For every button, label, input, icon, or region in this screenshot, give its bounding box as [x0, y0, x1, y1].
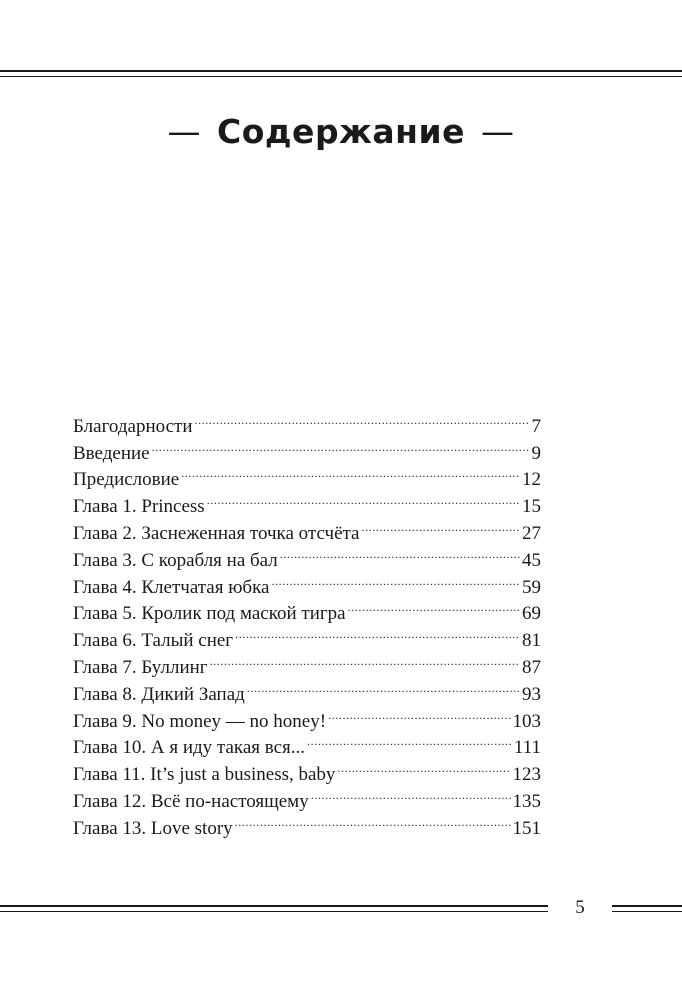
- toc-dot-leader: [307, 727, 512, 754]
- toc-entry-page: 27: [522, 522, 541, 544]
- toc-entry-title: Глава 4. Клетчатая юбка: [73, 576, 270, 598]
- toc-entry-title: Благодарности: [73, 415, 193, 437]
- page-title: [0, 112, 682, 151]
- toc-entry-page: 135: [512, 790, 541, 812]
- footer-rule-right-thin: [612, 911, 682, 912]
- toc-entry-page: 9: [531, 442, 541, 464]
- page-number: 5: [575, 897, 585, 918]
- toc-entry-title: Глава 5. Кролик под маской тигра: [73, 603, 346, 625]
- toc-dot-leader: [271, 566, 520, 593]
- toc-entry-page: 7: [531, 415, 541, 437]
- toc-entry-page: 111: [513, 737, 541, 759]
- toc-dot-leader: [235, 807, 511, 834]
- toc-dot-leader: [247, 673, 520, 700]
- table-of-contents: [73, 405, 541, 839]
- toc-entry-page: 123: [512, 764, 541, 786]
- footer-rule-right-thick: [612, 905, 682, 907]
- toc-entry-title: Введение: [73, 442, 150, 464]
- toc-entry-page: 45: [522, 549, 541, 571]
- toc-entry-page: 87: [522, 656, 541, 678]
- toc-entry-title: Глава 6. Талый снег: [73, 630, 234, 652]
- toc-dot-leader: [348, 593, 520, 620]
- toc-entry-title: Глава 11. It’s just a business, baby: [73, 764, 336, 786]
- toc-entry-title: Глава 12. Всё по-настоящему: [73, 790, 309, 812]
- toc-dot-leader: [280, 539, 520, 566]
- toc-entry-title: Глава 10. А я иду такая вся...: [73, 737, 306, 759]
- header-rule-thick: [0, 70, 682, 72]
- toc-dot-leader: [181, 459, 520, 486]
- toc-dot-leader: [328, 700, 510, 727]
- toc-entry-title: Глава 8. Дикий Запад: [73, 683, 245, 705]
- toc-entry-page: 69: [522, 603, 541, 625]
- toc-entry[interactable]: [73, 405, 541, 437]
- toc-entry-title: Глава 7. Буллинг: [73, 656, 208, 678]
- footer-rule-left-thick: [0, 905, 548, 907]
- toc-dot-leader: [152, 432, 530, 459]
- title-dash-left: —: [167, 112, 202, 151]
- toc-entry-title: Глава 9. No money — no honey!: [73, 710, 327, 732]
- title-text: Содержание: [217, 112, 465, 151]
- toc-entry-page: 93: [522, 683, 541, 705]
- toc-dot-leader: [235, 619, 520, 646]
- toc-dot-leader: [311, 780, 511, 807]
- toc-entry-title: Глава 3. С корабля на бал: [73, 549, 278, 571]
- toc-entry-title: Глава 1. Princess: [73, 496, 205, 518]
- toc-dot-leader: [361, 512, 520, 539]
- footer-rule-left-thin: [0, 911, 548, 912]
- toc-entry-title: Предисловие: [73, 469, 180, 491]
- toc-entry-title: Глава 2. Заснеженная точка отсчёта: [73, 522, 360, 544]
- toc-entry-page: 12: [522, 469, 541, 491]
- header-rule-thin: [0, 76, 682, 77]
- toc-dot-leader: [210, 646, 520, 673]
- toc-dot-leader: [337, 753, 510, 780]
- toc-entry-title: Глава 13. Love story: [73, 817, 233, 839]
- title-dash-right: —: [480, 112, 515, 151]
- toc-entry-page: 15: [522, 496, 541, 518]
- toc-entry-page: 81: [522, 630, 541, 652]
- toc-entry-page: 103: [512, 710, 541, 732]
- toc-dot-leader: [207, 485, 520, 512]
- toc-entry-page: 59: [522, 576, 541, 598]
- toc-dot-leader: [195, 405, 530, 432]
- toc-entry-page: 151: [512, 817, 541, 839]
